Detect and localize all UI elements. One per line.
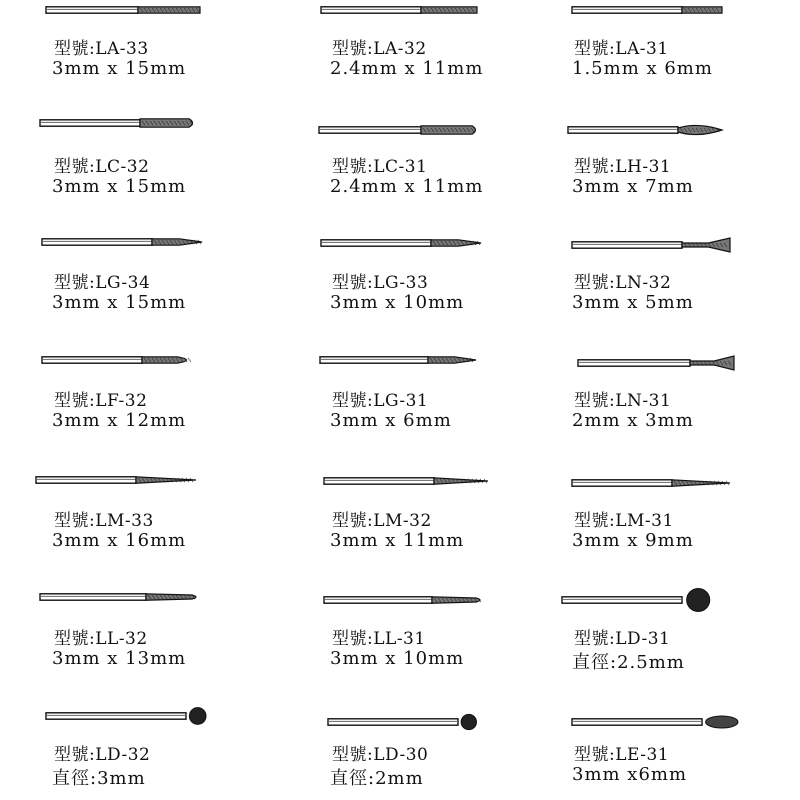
tool-head — [434, 478, 488, 484]
size-spec: 3mm x 15mm — [52, 292, 187, 313]
model-code: LM-33 — [95, 511, 154, 531]
model-label: 型號: — [332, 745, 374, 765]
size-spec: 2.4mm x 11mm — [330, 58, 484, 79]
model-label: 型號: — [54, 511, 96, 531]
tool-shank — [319, 127, 421, 133]
tool-shank — [321, 7, 421, 13]
model-code: LM-31 — [615, 511, 674, 531]
product-item-lc-31 — [318, 118, 558, 198]
model-label: 型號: — [574, 39, 616, 59]
tool-shank — [42, 239, 152, 245]
size-spec: 1.5mm x 6mm — [572, 58, 713, 79]
tool-shank — [36, 477, 136, 483]
tool-shank — [328, 719, 458, 725]
bur-tool-illustration — [560, 233, 800, 257]
product-item-lm-31 — [560, 471, 800, 551]
bur-tool-illustration — [40, 0, 280, 22]
model-number — [54, 386, 147, 411]
tool-head — [461, 714, 476, 729]
tool-head — [690, 356, 734, 370]
model-code: LM-32 — [373, 511, 432, 531]
model-number — [574, 152, 671, 177]
size-spec: 直徑:2.5mm — [572, 652, 685, 673]
model-code: LL-32 — [95, 629, 148, 649]
model-code: LE-31 — [615, 745, 670, 765]
tool-shank — [324, 597, 432, 603]
bur-tool-illustration — [40, 704, 280, 728]
model-number — [54, 268, 150, 293]
size-spec: 2.4mm x 11mm — [330, 176, 484, 197]
model-number — [574, 34, 669, 59]
model-number — [574, 624, 670, 649]
bur-tool-illustration — [560, 0, 800, 22]
bur-tool-illustration — [40, 111, 280, 135]
model-label: 型號: — [574, 273, 616, 293]
size-spec: 3mm x 13mm — [52, 648, 187, 669]
model-label: 型號: — [332, 629, 374, 649]
tool-shank — [578, 360, 690, 366]
model-code: LN-32 — [615, 273, 672, 293]
model-label: 型號: — [574, 511, 616, 531]
size-spec: 直徑:3mm — [52, 768, 146, 789]
size-spec: 3mm x 5mm — [572, 292, 694, 313]
product-item-la-32 — [318, 0, 558, 78]
bur-tool-illustration — [318, 118, 558, 142]
product-item-ll-32 — [40, 585, 280, 669]
model-label: 型號: — [54, 39, 96, 59]
model-code: LG-34 — [95, 273, 151, 293]
tool-shank — [40, 594, 146, 600]
model-code: LA-33 — [95, 39, 149, 59]
bur-tool-illustration — [40, 348, 280, 372]
model-number — [332, 740, 428, 765]
model-label: 型號: — [54, 273, 96, 293]
tool-head — [189, 708, 206, 725]
product-item-lc-32 — [40, 111, 280, 197]
tool-shank — [46, 7, 138, 13]
model-code: LC-31 — [373, 157, 428, 177]
bur-tool-illustration — [40, 468, 280, 492]
tool-head — [682, 7, 722, 13]
size-spec: 3mm x 10mm — [330, 648, 465, 669]
model-label: 型號: — [574, 157, 616, 177]
model-number — [332, 386, 428, 411]
model-number — [54, 624, 148, 649]
model-number — [574, 506, 674, 531]
model-number — [332, 506, 432, 531]
tool-shank — [572, 480, 672, 486]
bur-tool-illustration — [318, 710, 558, 734]
size-spec: 2mm x 3mm — [572, 410, 694, 431]
model-code: LA-32 — [373, 39, 427, 59]
bur-tool-illustration — [318, 348, 558, 372]
tool-shank — [568, 127, 678, 133]
tool-head — [678, 125, 722, 134]
model-code: LH-31 — [615, 157, 672, 177]
product-item-la-31 — [560, 0, 800, 78]
bur-tool-illustration — [318, 0, 558, 22]
model-number — [54, 740, 150, 765]
tool-head — [687, 588, 710, 611]
bur-tool-illustration — [318, 469, 558, 493]
size-spec: 3mm x 6mm — [330, 410, 452, 431]
model-number — [574, 268, 671, 293]
bur-tool-illustration — [40, 230, 280, 254]
product-item-ld-32 — [40, 704, 280, 789]
product-item-ln-31 — [560, 351, 800, 431]
tool-head — [706, 716, 738, 728]
size-spec: 直徑:2mm — [330, 768, 424, 789]
model-code: LG-33 — [373, 273, 429, 293]
product-item-ld-31 — [560, 588, 800, 673]
size-spec: 3mm x 15mm — [52, 176, 187, 197]
product-item-le-31 — [560, 710, 800, 790]
model-code: LD-32 — [95, 745, 151, 765]
tool-shank — [46, 713, 186, 719]
size-spec: 3mm x 11mm — [330, 530, 465, 551]
model-number — [332, 152, 427, 177]
bur-tool-illustration — [40, 585, 280, 609]
product-item-ll-31 — [318, 588, 558, 668]
model-code: LF-32 — [95, 391, 148, 411]
model-label: 型號: — [332, 511, 374, 531]
size-spec: 3mm x 10mm — [330, 292, 465, 313]
size-spec: 3mm x 12mm — [52, 410, 187, 431]
product-item-lg-33 — [318, 231, 558, 311]
size-spec: 3mm x6mm — [572, 764, 688, 785]
bur-tool-illustration — [560, 710, 800, 734]
model-code: LG-31 — [373, 391, 429, 411]
model-label: 型號: — [332, 39, 374, 59]
model-code: LD-30 — [373, 745, 429, 765]
bur-tool-illustration — [560, 118, 800, 142]
model-label: 型號: — [54, 391, 96, 411]
bur-tool-illustration — [560, 351, 800, 375]
tool-shank — [572, 719, 702, 725]
model-label: 型號: — [574, 629, 616, 649]
product-item-lg-31 — [318, 348, 558, 431]
model-code: LC-32 — [95, 157, 150, 177]
product-item-ln-32 — [560, 233, 800, 313]
model-label: 型號: — [54, 157, 96, 177]
model-number — [574, 740, 669, 765]
model-number — [54, 506, 154, 531]
product-item-lg-34 — [40, 230, 280, 313]
model-code: LN-31 — [615, 391, 672, 411]
product-item-ld-30 — [318, 710, 558, 790]
model-number — [54, 152, 149, 177]
tool-shank — [320, 357, 428, 363]
size-spec: 3mm x 15mm — [52, 58, 187, 79]
tool-head — [136, 477, 196, 483]
model-code: LA-31 — [615, 39, 669, 59]
bur-tool-illustration — [560, 471, 800, 495]
model-number — [332, 34, 427, 59]
tool-shank — [572, 7, 682, 13]
model-label: 型號: — [574, 745, 616, 765]
tool-shank — [42, 357, 142, 363]
tool-shank — [562, 597, 682, 603]
model-number — [574, 386, 671, 411]
size-spec: 3mm x 9mm — [572, 530, 694, 551]
model-label: 型號: — [332, 157, 374, 177]
tool-shank — [324, 478, 434, 484]
bur-tool-illustration — [560, 588, 800, 612]
product-item-lm-32 — [318, 469, 558, 549]
product-item-lm-33 — [40, 468, 280, 551]
model-label: 型號: — [332, 273, 374, 293]
model-number — [54, 34, 149, 59]
bur-tool-illustration — [318, 231, 558, 255]
tool-shank — [321, 240, 431, 246]
model-label: 型號: — [574, 391, 616, 411]
model-number — [332, 268, 428, 293]
model-label: 型號: — [332, 391, 374, 411]
model-number — [332, 624, 426, 649]
product-item-la-33 — [40, 0, 280, 78]
model-label: 型號: — [54, 745, 96, 765]
product-item-lh-31 — [560, 118, 800, 198]
model-code: LL-31 — [373, 629, 426, 649]
product-item-lf-32 — [40, 348, 280, 431]
tool-shank — [572, 242, 682, 248]
bur-tool-illustration — [318, 588, 558, 612]
model-label: 型號: — [54, 629, 96, 649]
model-code: LD-31 — [615, 629, 671, 649]
size-spec: 3mm x 7mm — [572, 176, 694, 197]
tool-shank — [40, 120, 140, 126]
size-spec: 3mm x 16mm — [52, 530, 187, 551]
